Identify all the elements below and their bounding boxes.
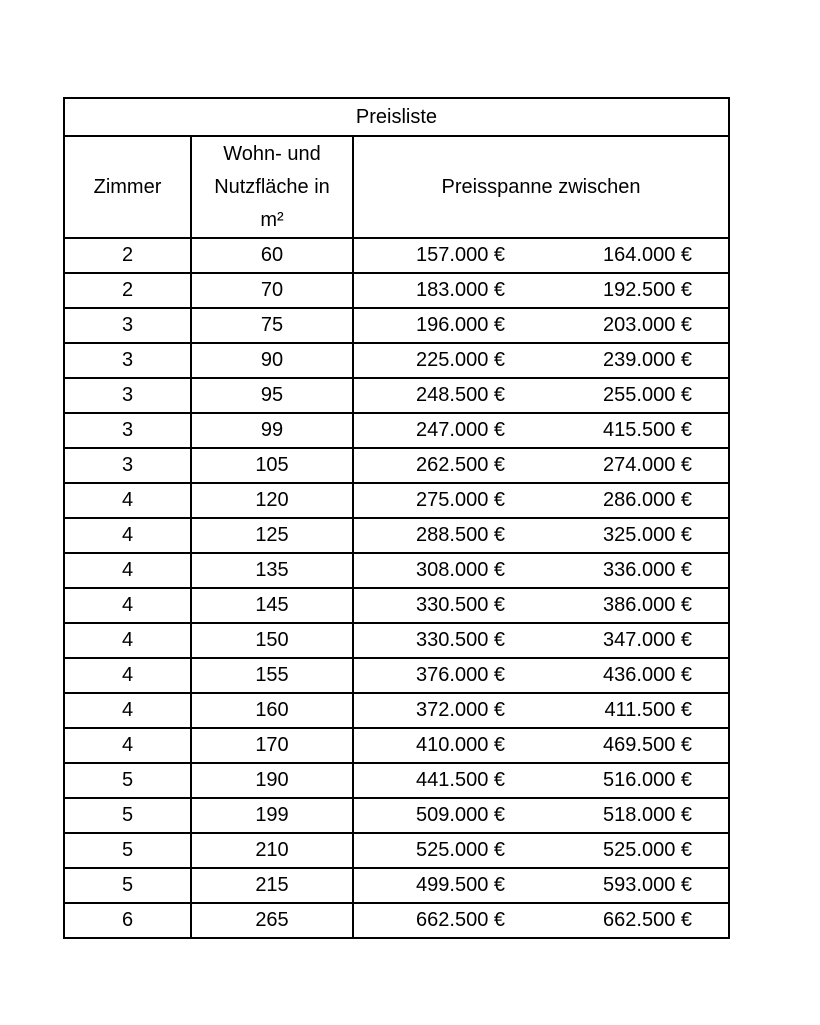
zimmer-cell: 6 [64, 903, 191, 938]
price-range-wrap [354, 839, 728, 862]
price-range-cell [353, 518, 729, 553]
price-max: 518.000 € [603, 804, 692, 826]
column-header-zimmer: Zimmer [64, 136, 191, 238]
zimmer-cell: 2 [64, 238, 191, 273]
flaeche-cell: 215 [191, 868, 353, 903]
price-min: 308.000 € [416, 559, 505, 581]
price-range-wrap [354, 489, 728, 512]
price-min: 183.000 € [416, 279, 505, 301]
flaeche-cell: 199 [191, 798, 353, 833]
price-min: 509.000 € [416, 804, 505, 826]
price-range-cell [353, 343, 729, 378]
zimmer-cell: 3 [64, 343, 191, 378]
price-range-wrap [354, 524, 728, 547]
flaeche-cell: 150 [191, 623, 353, 658]
table-row [64, 448, 729, 483]
price-min: 499.500 € [416, 874, 505, 896]
price-range-cell [353, 273, 729, 308]
price-max: 286.000 € [603, 489, 692, 511]
price-max: 386.000 € [603, 594, 692, 616]
price-min: 247.000 € [416, 419, 505, 441]
table-row [64, 343, 729, 378]
price-max: 347.000 € [603, 629, 692, 651]
price-max: 239.000 € [603, 349, 692, 371]
price-range-cell [353, 448, 729, 483]
price-range-cell [353, 903, 729, 938]
flaeche-cell: 155 [191, 658, 353, 693]
flaeche-cell: 70 [191, 273, 353, 308]
price-range-wrap [354, 699, 728, 722]
zimmer-cell: 4 [64, 623, 191, 658]
price-range-wrap [354, 874, 728, 897]
zimmer-cell: 3 [64, 413, 191, 448]
title-row [64, 98, 729, 136]
price-range-cell [353, 413, 729, 448]
table-row [64, 518, 729, 553]
zimmer-cell: 3 [64, 308, 191, 343]
price-min: 330.500 € [416, 629, 505, 651]
zimmer-cell: 4 [64, 553, 191, 588]
price-min: 225.000 € [416, 349, 505, 371]
zimmer-cell: 2 [64, 273, 191, 308]
price-min: 196.000 € [416, 314, 505, 336]
price-range-wrap [354, 804, 728, 827]
price-min: 262.500 € [416, 454, 505, 476]
table-row [64, 868, 729, 903]
price-range-wrap [354, 559, 728, 582]
price-range-wrap [354, 419, 728, 442]
price-min: 410.000 € [416, 734, 505, 756]
price-range-wrap [354, 349, 728, 372]
price-range-wrap [354, 629, 728, 652]
price-min: 330.500 € [416, 594, 505, 616]
zimmer-cell: 4 [64, 693, 191, 728]
price-range-wrap [354, 244, 728, 267]
price-range-wrap [354, 594, 728, 617]
price-range-cell [353, 798, 729, 833]
table-row [64, 413, 729, 448]
pricelist-table [63, 97, 730, 939]
price-max: 525.000 € [603, 839, 692, 861]
price-max: 336.000 € [603, 559, 692, 581]
price-max: 415.500 € [603, 419, 692, 441]
price-range-cell [353, 868, 729, 903]
price-range-cell [353, 553, 729, 588]
price-range-cell [353, 588, 729, 623]
price-max: 662.500 € [603, 909, 692, 931]
table-row [64, 553, 729, 588]
price-range-wrap [354, 384, 728, 407]
zimmer-cell: 3 [64, 448, 191, 483]
table-row [64, 693, 729, 728]
table-row [64, 798, 729, 833]
price-range-cell [353, 833, 729, 868]
header-row [64, 136, 729, 238]
zimmer-cell: 4 [64, 588, 191, 623]
price-range-cell [353, 623, 729, 658]
price-max: 164.000 € [603, 244, 692, 266]
price-max: 255.000 € [603, 384, 692, 406]
price-min: 662.500 € [416, 909, 505, 931]
price-min: 376.000 € [416, 664, 505, 686]
price-range-wrap [354, 314, 728, 337]
table-row [64, 903, 729, 938]
price-range-wrap [354, 734, 728, 757]
table-row [64, 658, 729, 693]
price-range-wrap [354, 909, 728, 932]
table-body [64, 238, 729, 938]
price-range-cell [353, 693, 729, 728]
zimmer-cell: 4 [64, 728, 191, 763]
zimmer-cell: 5 [64, 763, 191, 798]
price-min: 288.500 € [416, 524, 505, 546]
table-row [64, 588, 729, 623]
flaeche-cell: 120 [191, 483, 353, 518]
price-max: 325.000 € [603, 524, 692, 546]
pricelist-sheet [63, 97, 730, 939]
zimmer-cell: 3 [64, 378, 191, 413]
price-min: 157.000 € [416, 244, 505, 266]
price-range-wrap [354, 279, 728, 302]
flaeche-cell: 105 [191, 448, 353, 483]
table-title: Preisliste [64, 98, 729, 136]
table-row [64, 378, 729, 413]
flaeche-cell: 125 [191, 518, 353, 553]
flaeche-cell: 95 [191, 378, 353, 413]
price-min: 275.000 € [416, 489, 505, 511]
price-min: 525.000 € [416, 839, 505, 861]
price-max: 411.500 € [604, 699, 692, 721]
price-min: 372.000 € [416, 699, 505, 721]
price-min: 441.500 € [416, 769, 505, 791]
zimmer-cell: 5 [64, 798, 191, 833]
price-range-wrap [354, 664, 728, 687]
zimmer-cell: 4 [64, 518, 191, 553]
flaeche-cell: 75 [191, 308, 353, 343]
flaeche-cell: 190 [191, 763, 353, 798]
price-range-cell [353, 238, 729, 273]
zimmer-cell: 4 [64, 658, 191, 693]
table-row [64, 763, 729, 798]
price-min: 248.500 € [416, 384, 505, 406]
price-range-cell [353, 483, 729, 518]
price-max: 203.000 € [603, 314, 692, 336]
flaeche-cell: 265 [191, 903, 353, 938]
flaeche-cell: 135 [191, 553, 353, 588]
flaeche-cell: 160 [191, 693, 353, 728]
price-max: 274.000 € [603, 454, 692, 476]
flaeche-cell: 60 [191, 238, 353, 273]
price-range-cell [353, 308, 729, 343]
price-max: 469.500 € [603, 734, 692, 756]
table-head [64, 98, 729, 238]
price-range-wrap [354, 769, 728, 792]
flaeche-cell: 145 [191, 588, 353, 623]
price-max: 516.000 € [603, 769, 692, 791]
price-max: 436.000 € [603, 664, 692, 686]
zimmer-cell: 5 [64, 833, 191, 868]
flaeche-cell: 99 [191, 413, 353, 448]
price-range-wrap [354, 454, 728, 477]
flaeche-cell: 210 [191, 833, 353, 868]
price-range-cell [353, 378, 729, 413]
price-range-cell [353, 763, 729, 798]
price-range-cell [353, 658, 729, 693]
table-row [64, 238, 729, 273]
table-row [64, 483, 729, 518]
zimmer-cell: 4 [64, 483, 191, 518]
table-row [64, 728, 729, 763]
table-row [64, 623, 729, 658]
column-header-flaeche: Wohn- und Nutzfläche in m² [191, 136, 353, 238]
table-row [64, 308, 729, 343]
table-row [64, 273, 729, 308]
table-row [64, 833, 729, 868]
column-header-preisspanne: Preisspanne zwischen [353, 136, 729, 238]
price-range-cell [353, 728, 729, 763]
zimmer-cell: 5 [64, 868, 191, 903]
price-max: 192.500 € [603, 279, 692, 301]
price-max: 593.000 € [603, 874, 692, 896]
flaeche-cell: 90 [191, 343, 353, 378]
flaeche-cell: 170 [191, 728, 353, 763]
